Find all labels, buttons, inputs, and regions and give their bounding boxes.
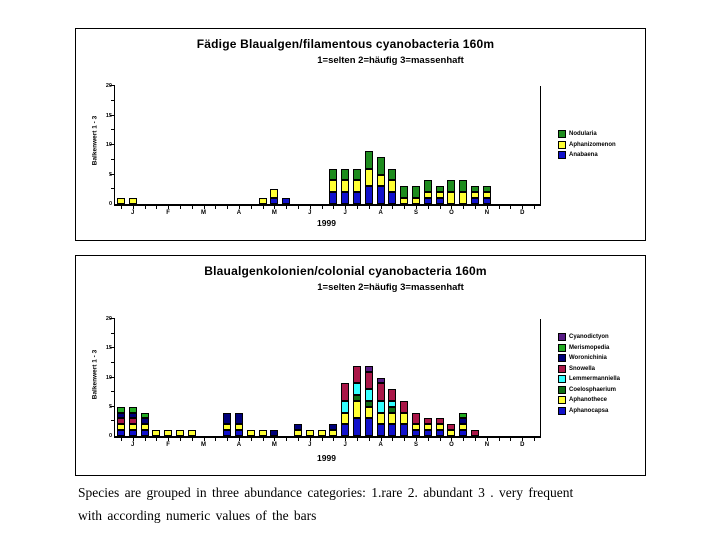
legend-swatch [558, 141, 566, 149]
x-tick [357, 438, 358, 441]
bar-segment-aphanothece [176, 430, 184, 436]
x-tick [369, 206, 370, 209]
bar-segment-aphanothece [259, 430, 267, 436]
plot-area [105, 316, 541, 448]
bar-segment-lemmermanniella [353, 383, 361, 395]
bar-segment-aphanothece [329, 430, 337, 436]
month-label: O [449, 210, 454, 216]
bar-segment-anabaena [424, 198, 432, 204]
x-tick [239, 438, 240, 441]
y-tick-label: 10 [105, 142, 112, 148]
y-tick [111, 100, 115, 101]
y-tick [111, 188, 115, 189]
x-tick [357, 206, 358, 209]
bar-segment-aphanothece [400, 413, 408, 425]
x-tick [392, 206, 393, 209]
bar-segment-aphanothece [424, 424, 432, 430]
bar-segment-anabaena [377, 186, 385, 204]
x-tick [534, 206, 535, 209]
month-label: J [131, 210, 135, 216]
bar-segment-aphanothece [388, 413, 396, 425]
legend-item-snowella [558, 364, 620, 375]
bar-segment-snowella [117, 418, 125, 424]
bar-segment-aphanothece [447, 430, 455, 436]
y-tick-label: 10 [105, 374, 112, 381]
legend-item-aphanocapsa [558, 406, 620, 417]
bar-segment-anabaena [282, 198, 290, 204]
bar-segment-aphanothece [459, 424, 467, 430]
bar-segment-woronichinia [459, 418, 467, 424]
x-tick [121, 206, 122, 209]
bar-segment-aphanizomenon [471, 192, 479, 198]
bar-segment-nodularia [471, 186, 479, 192]
bar-segment-aphanizomenon [400, 198, 408, 204]
month-label: M [201, 442, 207, 448]
y-tick [111, 391, 115, 392]
bar-segment-lemmermanniella [365, 389, 373, 401]
x-tick [381, 206, 382, 209]
month-label: A [378, 442, 383, 448]
x-tick [428, 206, 429, 209]
bar-segment-aphanocapsa [365, 418, 373, 436]
month-label: J [343, 210, 347, 216]
bar-segment-anabaena [353, 192, 361, 204]
bar-segment-snowella [471, 430, 479, 436]
x-tick [156, 206, 157, 209]
y-tick-label: 15 [105, 345, 112, 352]
legend-label: Aphanizomenon [569, 141, 616, 148]
bar-segment-aphanothece [341, 413, 349, 425]
legend-item-woronichinia [558, 353, 620, 364]
chart-subtitle: 1=selten 2=häufig 3=massenhaft [317, 55, 464, 66]
bar-segment-aphanizomenon [270, 189, 278, 198]
bar-segment-aphanocapsa [459, 430, 467, 436]
bar-segment-snowella [424, 418, 432, 424]
bar-segment-aphanocapsa [117, 430, 125, 436]
x-tick [404, 438, 405, 441]
y-tick-label: 20 [105, 316, 112, 322]
figure-caption [78, 481, 678, 527]
y-axis-label: Balkenwert 1 - 3 [91, 349, 99, 400]
x-tick [463, 206, 464, 209]
x-tick [168, 206, 169, 209]
bar-segment-aphanocapsa [388, 424, 396, 436]
legend-item-lemmermanniella [558, 374, 620, 385]
bar-segment-cyanodictyon [365, 366, 373, 372]
month-label: J [343, 442, 347, 448]
bar-segment-aphanocapsa [353, 418, 361, 436]
x-tick [463, 438, 464, 441]
month-label: A [378, 210, 383, 216]
x-tick [168, 438, 169, 441]
x-tick [227, 438, 228, 441]
bar-segment-nodularia [388, 169, 396, 181]
bar-segment-snowella [353, 366, 361, 384]
legend-label: Merismopedia [569, 344, 610, 351]
plot-area [105, 83, 541, 216]
bar-segment-aphanizomenon [483, 192, 491, 198]
legend-label: Coelosphaerium [569, 386, 617, 393]
bar-segment-aphanothece [377, 413, 385, 425]
bar-segment-snowella [365, 372, 373, 390]
bar-segment-merismopedia [459, 413, 467, 419]
month-label: F [166, 442, 170, 448]
legend-label: Nodularia [569, 131, 597, 138]
bar-segment-woronichinia [141, 418, 149, 424]
bar-segment-cyanodictyon [377, 378, 385, 384]
bar-segment-aphanothece [188, 430, 196, 436]
bar-segment-aphanothece [294, 430, 302, 436]
legend-label: Anabaena [569, 152, 598, 159]
bar-segment-merismopedia [117, 407, 125, 413]
bar-segment-aphanocapsa [223, 430, 231, 436]
bar-segment-snowella [129, 418, 137, 424]
x-tick [428, 438, 429, 441]
filamentous-cyanobacteria-chart [75, 28, 646, 241]
x-tick [239, 206, 240, 209]
legend-swatch [558, 344, 566, 352]
bar-segment-nodularia [341, 169, 349, 181]
bar-segment-nodularia [483, 186, 491, 192]
x-tick [215, 438, 216, 441]
x-tick [310, 438, 311, 441]
x-tick [522, 206, 523, 209]
bar-segment-aphanothece [164, 430, 172, 436]
x-tick [263, 438, 264, 441]
y-tick [111, 420, 115, 421]
x-tick [451, 438, 452, 441]
x-tick [121, 438, 122, 441]
bar-segment-aphanizomenon [377, 175, 385, 187]
month-label: J [308, 442, 312, 448]
bar-segment-aphanizomenon [424, 192, 432, 198]
y-tick-label: 20 [105, 83, 112, 89]
bar-segment-nodularia [459, 180, 467, 192]
x-tick [345, 438, 346, 441]
x-tick [274, 206, 275, 209]
bar-segment-snowella [412, 413, 420, 425]
month-label: M [201, 210, 207, 216]
bar-segment-woronichinia [223, 413, 231, 425]
bar-segment-nodularia [329, 169, 337, 181]
bar-segment-merismopedia [141, 413, 149, 419]
x-tick [274, 438, 275, 441]
x-axis-label: 1999 [317, 218, 336, 228]
x-tick [298, 206, 299, 209]
legend-swatch [558, 130, 566, 138]
x-tick [204, 206, 205, 209]
legend-item-aphanizomenon [558, 140, 616, 151]
x-tick [534, 438, 535, 441]
x-tick [416, 438, 417, 441]
bar-segment-snowella [400, 401, 408, 413]
legend-label: Cyanodictyon [569, 334, 609, 341]
bar-segment-aphanizomenon [436, 192, 444, 198]
x-tick [487, 438, 488, 441]
x-tick [345, 206, 346, 209]
x-tick [133, 438, 134, 441]
x-tick [286, 206, 287, 209]
legend-label: Woronichinia [569, 355, 607, 362]
bar-segment-anabaena [483, 198, 491, 204]
legend-label: Lemmermanniella [569, 376, 621, 383]
month-label: D [520, 210, 525, 216]
bar-segment-woronichinia [329, 424, 337, 430]
legend-item-coelosphaerium [558, 385, 620, 396]
bar-segment-aphanothece [141, 424, 149, 430]
bar-segment-aphanothece [235, 424, 243, 430]
legend-swatch [558, 407, 566, 415]
legend [558, 129, 616, 161]
y-tick-label: 15 [105, 112, 112, 119]
bar-segment-aphanothece [223, 424, 231, 430]
bar-segment-anabaena [365, 186, 373, 204]
bar-segment-aphanocapsa [341, 424, 349, 436]
month-label: M [271, 210, 277, 216]
legend [558, 332, 620, 416]
x-tick [180, 206, 181, 209]
x-tick [180, 438, 181, 441]
x-tick [298, 438, 299, 441]
bar-segment-nodularia [365, 151, 373, 169]
legend-item-merismopedia [558, 343, 620, 354]
bar-segment-aphanothece [412, 424, 420, 430]
y-tick [111, 159, 115, 160]
month-label: N [484, 210, 490, 216]
month-label: A [236, 442, 242, 448]
x-tick [487, 206, 488, 209]
bar-segment-snowella [388, 389, 396, 401]
bar-segment-aphanizomenon [117, 198, 125, 204]
x-tick [369, 438, 370, 441]
y-axis-label: Balkenwert 1 - 3 [91, 115, 99, 166]
x-tick [392, 438, 393, 441]
x-tick [310, 206, 311, 209]
bar-segment-aphanizomenon [353, 180, 361, 192]
bar-segment-coelosphaerium [365, 401, 373, 407]
bar-segment-snowella [447, 424, 455, 430]
legend-item-aphanothece [558, 395, 620, 406]
caption-line-2: with according numeric values of the bars [78, 508, 317, 523]
y-tick-label: 5 [108, 403, 112, 410]
bar-segment-aphanothece [365, 407, 373, 419]
bar-segment-lemmermanniella [341, 401, 349, 413]
bar-segment-aphanothece [318, 430, 326, 436]
x-tick [286, 438, 287, 441]
x-tick [133, 206, 134, 209]
bar-segment-merismopedia [129, 407, 137, 413]
bar-segment-aphanizomenon [341, 180, 349, 192]
x-tick [381, 438, 382, 441]
legend-label: Aphanothece [569, 397, 608, 404]
bar-segment-nodularia [377, 157, 385, 175]
bar-segment-woronichinia [235, 413, 243, 425]
bar-segment-aphanocapsa [141, 430, 149, 436]
bar-segment-aphanothece [152, 430, 160, 436]
legend-swatch [558, 354, 566, 362]
chart-title: Blaualgenkolonien/colonial cyanobacteria 160m [204, 264, 487, 278]
bar-segment-aphanothece [247, 430, 255, 436]
legend-item-anabaena [558, 150, 616, 161]
x-tick [156, 438, 157, 441]
bar-segment-nodularia [436, 186, 444, 192]
x-tick [416, 206, 417, 209]
bar-segment-woronichinia [129, 413, 137, 419]
legend-item-nodularia [558, 129, 616, 140]
bar-segment-nodularia [424, 180, 432, 192]
bar-segment-aphanothece [306, 430, 314, 436]
legend-swatch [558, 365, 566, 373]
x-tick [322, 206, 323, 209]
bar-segment-nodularia [447, 180, 455, 192]
x-tick [251, 206, 252, 209]
bar-segment-aphanothece [436, 424, 444, 430]
month-label: N [484, 442, 490, 448]
bar-segment-aphanocapsa [400, 424, 408, 436]
bar-segment-snowella [341, 383, 349, 401]
bar-segment-lemmermanniella [377, 401, 385, 413]
bar-segment-aphanizomenon [447, 192, 455, 204]
month-label: J [131, 442, 135, 448]
bar-segment-coelosphaerium [353, 395, 361, 401]
x-tick [204, 438, 205, 441]
x-tick [145, 438, 146, 441]
x-tick [499, 438, 500, 441]
x-axis-label: 1999 [317, 453, 336, 463]
bar-segment-aphanocapsa [436, 430, 444, 436]
bar-segment-anabaena [270, 198, 278, 204]
month-label: A [236, 210, 242, 216]
bar-segment-aphanizomenon [412, 198, 420, 204]
month-label: J [308, 210, 312, 216]
x-tick [333, 206, 334, 209]
legend-label: Snowella [569, 365, 596, 372]
chart-title: Fädige Blaualgen/filamentous cyanobacteria 160m [196, 37, 495, 51]
legend-label: Aphanocapsa [569, 407, 609, 414]
bar-segment-nodularia [400, 186, 408, 198]
bar-segment-anabaena [436, 198, 444, 204]
bar-segment-aphanocapsa [412, 430, 420, 436]
bar-segment-aphanothece [353, 401, 361, 419]
x-tick [322, 438, 323, 441]
bar-segment-aphanizomenon [329, 180, 337, 192]
x-tick [440, 438, 441, 441]
legend-swatch [558, 333, 566, 341]
bar-segment-snowella [436, 418, 444, 424]
bar-segment-anabaena [341, 192, 349, 204]
bar-segment-coelosphaerium [388, 407, 396, 413]
month-label: D [520, 442, 525, 448]
legend-swatch [558, 375, 566, 383]
bar-segment-aphanocapsa [235, 430, 243, 436]
x-tick [192, 438, 193, 441]
bar-segment-anabaena [471, 198, 479, 204]
bar-segment-aphanothece [129, 424, 137, 430]
x-tick [510, 438, 511, 441]
legend-swatch [558, 386, 566, 394]
y-tick-label: 0 [108, 433, 112, 439]
bar-segment-woronichinia [294, 424, 302, 430]
month-label: O [449, 442, 454, 448]
bar-segment-aphanothece [117, 424, 125, 430]
bar-segment-anabaena [388, 192, 396, 204]
bar-segment-nodularia [353, 169, 361, 181]
bar-segment-lemmermanniella [388, 401, 396, 407]
x-tick [251, 438, 252, 441]
bar-segment-aphanocapsa [377, 424, 385, 436]
x-tick [404, 206, 405, 209]
x-tick [263, 206, 264, 209]
colonial-cyanobacteria-chart [75, 255, 646, 476]
bar-segment-aphanizomenon [129, 198, 137, 204]
x-tick [475, 438, 476, 441]
y-tick-label: 5 [108, 171, 112, 178]
x-tick [475, 206, 476, 209]
y-tick [111, 362, 115, 363]
month-label: M [271, 442, 277, 448]
bar-segment-snowella [377, 383, 385, 401]
bar-segment-aphanizomenon [459, 192, 467, 204]
x-tick [440, 206, 441, 209]
bar-segment-aphanizomenon [388, 180, 396, 192]
y-tick-label: 0 [108, 201, 112, 207]
bar-segment-nodularia [412, 186, 420, 198]
x-tick [499, 206, 500, 209]
bar-segment-anabaena [329, 192, 337, 204]
caption-line-1: Species are grouped in three abundance categories: 1.rare 2. abundant 3 . very frequent [78, 485, 574, 500]
month-label: S [414, 210, 419, 216]
x-tick [192, 206, 193, 209]
x-tick [145, 206, 146, 209]
legend-swatch [558, 151, 566, 159]
month-label: F [166, 210, 170, 216]
legend-swatch [558, 396, 566, 404]
x-tick [333, 438, 334, 441]
bar-segment-aphanizomenon [365, 169, 373, 187]
bar-segment-woronichinia [270, 430, 278, 436]
x-tick [522, 438, 523, 441]
x-tick [227, 206, 228, 209]
x-tick [451, 206, 452, 209]
bar-segment-aphanizomenon [259, 198, 267, 204]
y-tick [111, 333, 115, 334]
bar-segment-aphanocapsa [424, 430, 432, 436]
chart-subtitle: 1=selten 2=häufig 3=massenhaft [317, 282, 464, 293]
y-tick [111, 129, 115, 130]
bar-segment-aphanocapsa [129, 430, 137, 436]
x-tick [215, 206, 216, 209]
month-label: S [414, 442, 419, 448]
legend-item-cyanodictyon [558, 332, 620, 343]
x-tick [510, 206, 511, 209]
bar-segment-woronichinia [117, 413, 125, 419]
